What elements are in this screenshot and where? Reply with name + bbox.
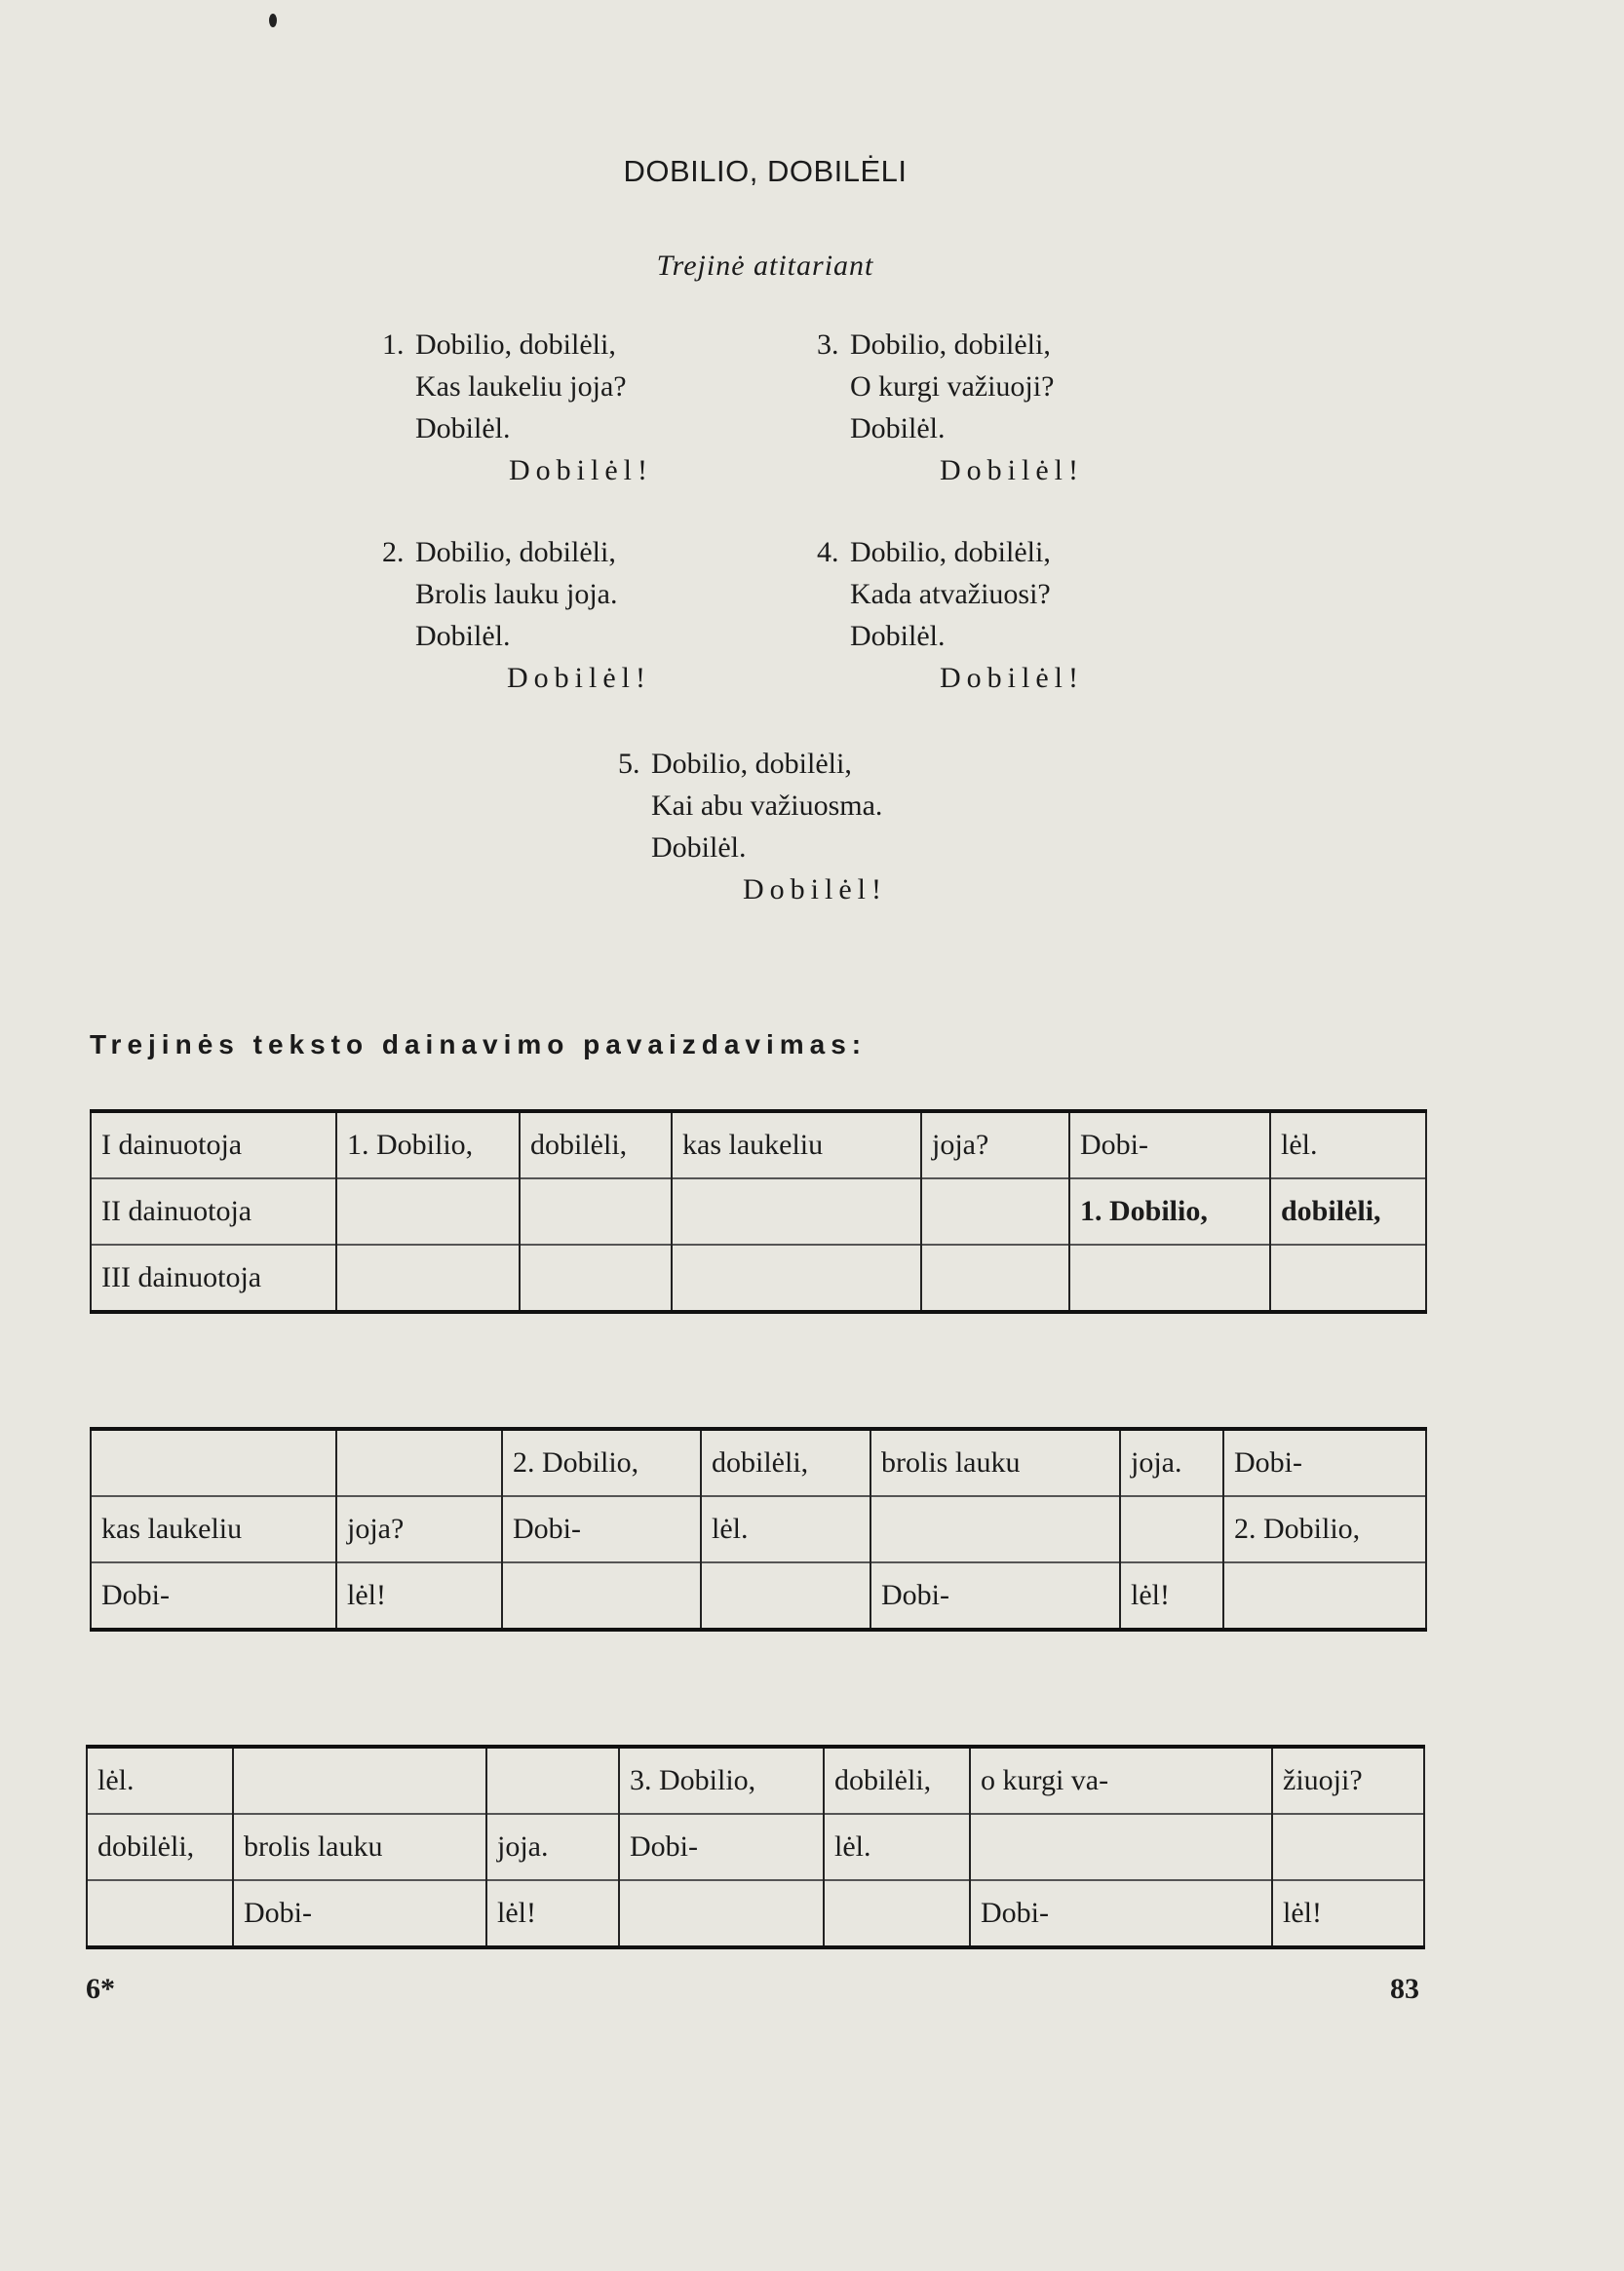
stanza-refrain: Dobilėl! bbox=[940, 662, 1084, 694]
stanza-line: Dobilėl. bbox=[415, 412, 511, 444]
table-cell: lėl. bbox=[824, 1814, 970, 1880]
stanza-refrain: Dobilėl! bbox=[509, 454, 653, 486]
table-row bbox=[91, 1429, 1426, 1496]
table-cell bbox=[1270, 1245, 1426, 1312]
table-cell bbox=[1120, 1496, 1223, 1562]
table-cell: lėl! bbox=[1120, 1562, 1223, 1630]
table-cell: 1. Dobilio, bbox=[336, 1111, 520, 1178]
stanza-line: Dobilėl. bbox=[415, 620, 511, 652]
table-cell: dobilėli, bbox=[520, 1111, 672, 1178]
table-cell bbox=[870, 1496, 1120, 1562]
stanza-line: Kada atvažiuosi? bbox=[850, 578, 1051, 610]
table-cell: lėl! bbox=[336, 1562, 502, 1630]
table-cell: dobilėli, bbox=[701, 1429, 870, 1496]
page-number: 83 bbox=[1390, 1973, 1419, 2005]
table-row bbox=[87, 1747, 1424, 1814]
table-cell bbox=[336, 1245, 520, 1312]
table-cell bbox=[87, 1880, 233, 1947]
table-cell: I dainuotoja bbox=[91, 1111, 336, 1178]
stanza-number: 2. bbox=[382, 536, 405, 568]
table-cell bbox=[970, 1814, 1272, 1880]
stanza-line: Dobilėl. bbox=[850, 620, 946, 652]
table-cell: Dobi- bbox=[1223, 1429, 1426, 1496]
table-cell bbox=[1069, 1245, 1270, 1312]
table-row bbox=[87, 1814, 1424, 1880]
stanza-line: Dobilėl. bbox=[850, 412, 946, 444]
stanza-3 bbox=[817, 324, 1084, 491]
singing-table-1 bbox=[90, 1109, 1427, 1314]
table-cell: 1. Dobilio, bbox=[1069, 1178, 1270, 1245]
stanza-line: Kas laukeliu joja? bbox=[415, 370, 627, 403]
table-cell: Dobi- bbox=[970, 1880, 1272, 1947]
stanza-1 bbox=[382, 324, 653, 491]
table-row bbox=[91, 1562, 1426, 1630]
table-cell: 2. Dobilio, bbox=[1223, 1496, 1426, 1562]
table-cell: kas laukeliu bbox=[91, 1496, 336, 1562]
table-cell: III dainuotoja bbox=[91, 1245, 336, 1312]
table-row bbox=[87, 1880, 1424, 1947]
stanza-refrain: Dobilėl! bbox=[940, 454, 1084, 486]
table-cell: lėl. bbox=[87, 1747, 233, 1814]
stanza-number: 5. bbox=[618, 748, 640, 780]
stanza-number: 4. bbox=[817, 536, 839, 568]
signature-mark: 6* bbox=[86, 1973, 115, 2005]
table-cell bbox=[233, 1747, 486, 1814]
stanza-line: Dobilio, dobilėli, bbox=[415, 328, 616, 361]
table-cell bbox=[921, 1178, 1069, 1245]
table-cell bbox=[520, 1178, 672, 1245]
table-cell: kas laukeliu bbox=[672, 1111, 921, 1178]
table-row bbox=[91, 1178, 1426, 1245]
table-cell bbox=[91, 1429, 336, 1496]
stanza-5 bbox=[618, 743, 887, 910]
table-row bbox=[91, 1245, 1426, 1312]
table-cell bbox=[824, 1880, 970, 1947]
stanza-line: Dobilio, dobilėli, bbox=[651, 748, 852, 780]
table-cell: dobilėli, bbox=[824, 1747, 970, 1814]
table-cell: brolis lauku bbox=[870, 1429, 1120, 1496]
table-cell: joja. bbox=[486, 1814, 619, 1880]
table-cell: 2. Dobilio, bbox=[502, 1429, 701, 1496]
singing-table-3 bbox=[86, 1745, 1425, 1949]
singing-table-2 bbox=[90, 1427, 1427, 1632]
stanza-line: Dobilėl. bbox=[651, 831, 747, 864]
section-label: Trejinės teksto dainavimo pavaizdavimas: bbox=[90, 1029, 868, 1059]
table-cell: joja? bbox=[921, 1111, 1069, 1178]
table-cell: dobilėli, bbox=[1270, 1178, 1426, 1245]
stanza-line: Kai abu važiuosma. bbox=[651, 789, 883, 822]
table-cell: Dobi- bbox=[502, 1496, 701, 1562]
table-cell bbox=[619, 1880, 824, 1947]
stanza-refrain: Dobilėl! bbox=[743, 873, 887, 905]
table-cell: lėl. bbox=[1270, 1111, 1426, 1178]
table-cell: Dobi- bbox=[233, 1880, 486, 1947]
page-title: DOBILIO, DOBILĖLI bbox=[623, 154, 908, 188]
stanza-line: Dobilio, dobilėli, bbox=[415, 536, 616, 568]
table-cell: Dobi- bbox=[1069, 1111, 1270, 1178]
table-row bbox=[91, 1496, 1426, 1562]
table-cell bbox=[486, 1747, 619, 1814]
stanza-line: Dobilio, dobilėli, bbox=[850, 328, 1051, 361]
table-cell: joja? bbox=[336, 1496, 502, 1562]
table-cell: joja. bbox=[1120, 1429, 1223, 1496]
stanza-2 bbox=[382, 531, 651, 699]
table-cell bbox=[672, 1245, 921, 1312]
table-cell bbox=[520, 1245, 672, 1312]
table-cell: o kurgi va- bbox=[970, 1747, 1272, 1814]
table-cell: lėl! bbox=[1272, 1880, 1424, 1947]
table-cell bbox=[502, 1562, 701, 1630]
table-cell bbox=[672, 1178, 921, 1245]
stanza-number: 3. bbox=[817, 328, 839, 361]
stanza-line: O kurgi važiuoji? bbox=[850, 370, 1055, 403]
table-cell bbox=[1272, 1814, 1424, 1880]
table-cell: brolis lauku bbox=[233, 1814, 486, 1880]
table-row bbox=[91, 1111, 1426, 1178]
stanza-number: 1. bbox=[382, 328, 405, 361]
table-cell bbox=[921, 1245, 1069, 1312]
table-cell bbox=[1223, 1562, 1426, 1630]
ink-mark bbox=[269, 14, 277, 27]
subtitle: Trejinė atitariant bbox=[656, 250, 874, 282]
table-cell: 3. Dobilio, bbox=[619, 1747, 824, 1814]
table-cell: lėl! bbox=[486, 1880, 619, 1947]
table-cell: lėl. bbox=[701, 1496, 870, 1562]
table-cell: dobilėli, bbox=[87, 1814, 233, 1880]
table-cell: II dainuotoja bbox=[91, 1178, 336, 1245]
stanza-refrain: Dobilėl! bbox=[507, 662, 651, 694]
stanza-line: Brolis lauku joja. bbox=[415, 578, 618, 610]
table-cell: žiuoji? bbox=[1272, 1747, 1424, 1814]
stanza-line: Dobilio, dobilėli, bbox=[850, 536, 1051, 568]
table-cell bbox=[336, 1429, 502, 1496]
table-cell: Dobi- bbox=[619, 1814, 824, 1880]
stanza-4 bbox=[817, 531, 1084, 699]
table-cell bbox=[701, 1562, 870, 1630]
table-cell: Dobi- bbox=[870, 1562, 1120, 1630]
table-cell: Dobi- bbox=[91, 1562, 336, 1630]
table-cell bbox=[336, 1178, 520, 1245]
